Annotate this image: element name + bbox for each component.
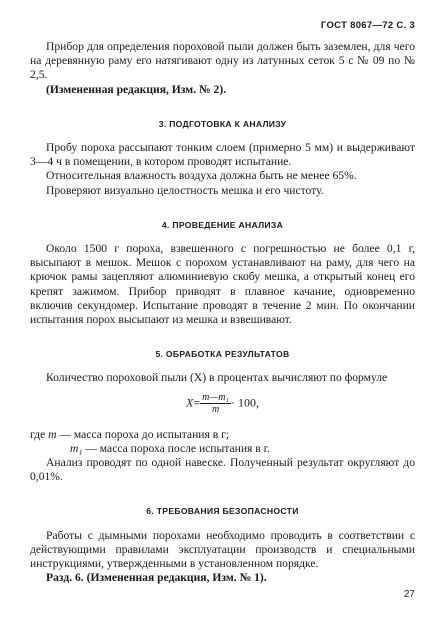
section6-edit-note: Разд. 6. (Измененная редакция, Изм. № 1). (46, 571, 267, 585)
formula (30, 392, 415, 422)
formula-rhs: · 100, (230, 394, 259, 409)
formula-equals: = (193, 394, 201, 409)
where-line-2 (30, 442, 415, 456)
section4-paragraph: Около 1500 г пороха, взвешенного с погрешностью не более 0,1 г, высыпают в мешок. Мешок с порохом устанавливают на раму, для чего на крючок рамы зацепляют алюминиевую скобу мешка, а открытый конец его крепят зажимом. Прибор приводят в плавное качание, одновременно включив секундомер. Испытание проводят в течение 2 мин. По окончании испытания порох высыпают из мешка и взвешивают. (30, 242, 415, 327)
section4-heading: 4. ПРОВЕДЕНИЕ АНАЛИЗА (161, 219, 284, 230)
formula-denominator: m (211, 403, 220, 415)
section5-closing: Анализ проводят по одной навеске. Полученный результат округляют до 0,01%. (30, 456, 415, 484)
document-content (30, 40, 415, 585)
section3-paragraph-1: Пробу пороха рассыпают тонким слоем (примерно 5 мм) и выдерживают 3—4 ч в помещении, в котором проводят испытание. (30, 141, 415, 169)
formula-fraction (200, 392, 231, 415)
where-text-m: — масса пороха до испытания в г; (59, 427, 230, 441)
formula-numerator: m—m₁ (202, 391, 229, 403)
where-symbol-m1: m₁ (70, 441, 83, 455)
section3-paragraph-3: Проверяют визуально целостность мешка и его чистоту. (46, 183, 324, 197)
intro-paragraph: Прибор для определения пороховой пыли должен быть заземлен, для чего на деревянную раму его натягивают одну из латунных сеток 5 с № 09 по № 2,5. (30, 40, 415, 82)
where-text-m1: — масса пороха после испытания в г. (85, 441, 271, 455)
section6-paragraph: Работы с дымными порохами необходимо проводить в соответствии с действующими правилами эксплуатации производств и специальными инструкциями, утвержденными в установленном порядке. (30, 528, 415, 571)
formula-lhs: X (186, 394, 194, 409)
intro-edit-note: (Измененная редакция, Изм. № 2). (46, 82, 227, 96)
section5-intro: Количество пороховой пыли (X) в процентах вычисляют по формуле (46, 371, 388, 385)
document-header: ГОСТ 8067—72 С. 3 (320, 20, 415, 31)
where-symbol-m: m (48, 427, 57, 441)
where-prefix: где (30, 427, 46, 441)
section3-heading: 3. ПОДГОТОВКА К АНАЛИЗУ (158, 118, 287, 129)
where-line-1 (30, 428, 415, 442)
section5-heading: 5. ОБРАБОТКА РЕЗУЛЬТАТОВ (155, 349, 290, 360)
page-number: 27 (403, 589, 415, 600)
section6-heading: 6. ТРЕБОВАНИЯ БЕЗОПАСНОСТИ (146, 506, 299, 517)
section3-paragraph-2: Относительная влажность воздуха должна быть не менее 65%. (46, 169, 357, 183)
